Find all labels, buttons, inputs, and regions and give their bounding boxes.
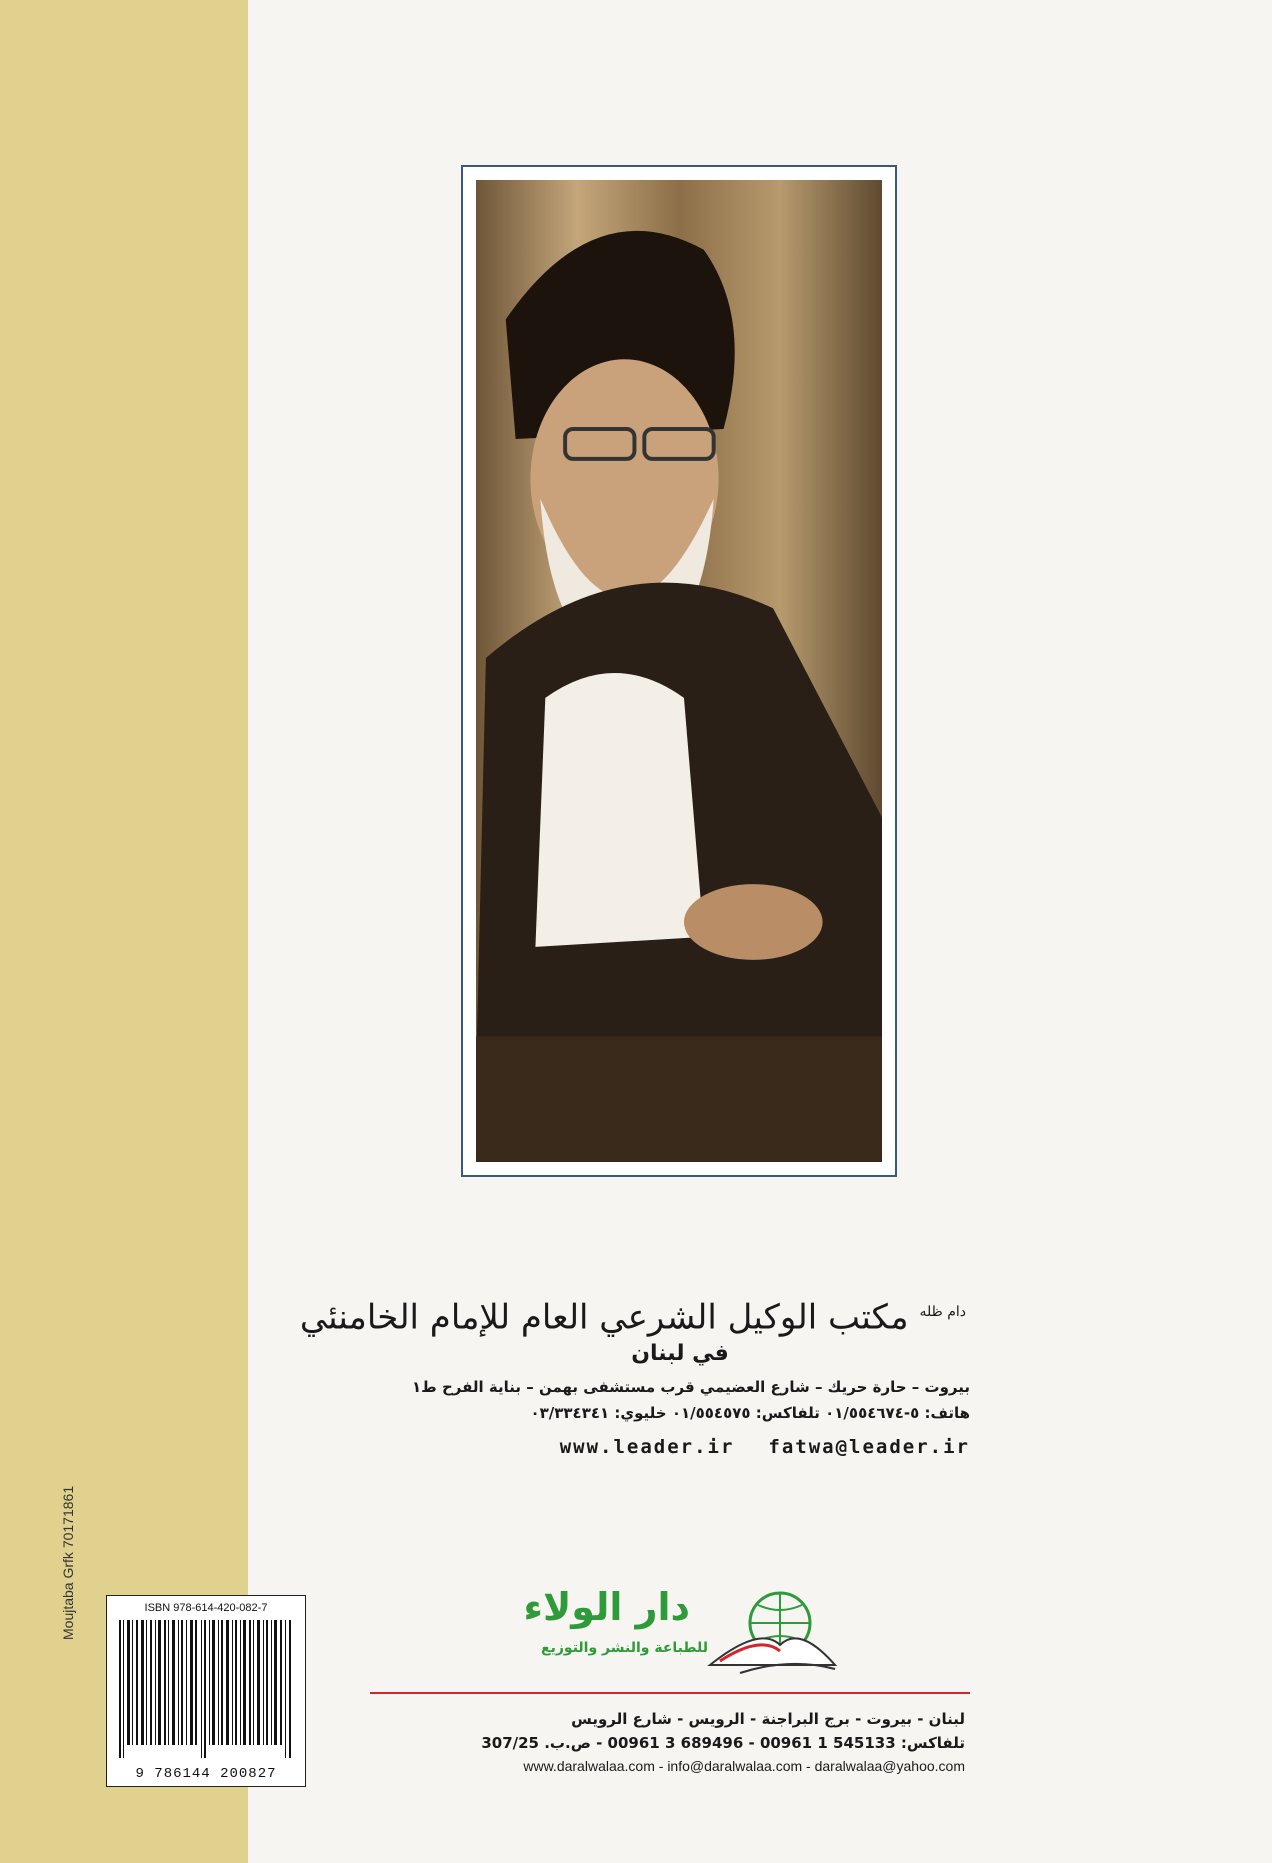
portrait-frame (461, 165, 897, 1177)
office-phones: هاتف: ٥-٠١/٥٥٤٦٧٤ تلفاكس: ٠١/٥٥٤٥٧٥ خليوي: ٠٣/٣٣٤٣٤١ (530, 1404, 970, 1423)
office-email-link[interactable]: fatwa@leader.ir (768, 1436, 970, 1459)
honorific: دام ظله (919, 1304, 966, 1320)
office-title-text: مكتب الوكيل الشرعي العام للإمام الخامنئي (299, 1297, 909, 1338)
publisher-name: دار الولاء (523, 1585, 690, 1629)
publisher-rule (370, 1692, 970, 1694)
publisher-tagline: للطباعة والنشر والتوزيع (541, 1640, 708, 1656)
isbn-text: ISBN 978-614-420-082-7 (144, 1602, 268, 1614)
publisher-contact: تلفاكس: 545133 1 00961 - 689496 3 00961 - ص.ب. 307/25 (481, 1734, 965, 1752)
barcode-digits: 9 786144 200827 (135, 1766, 277, 1782)
printer-code: Moujtaba Grfk 70171861 (60, 1485, 76, 1640)
publisher-address: لبنان - بيروت - برج البراجنة - الرويس - شارع الرويس (571, 1710, 965, 1728)
office-info (299, 1290, 970, 1459)
office-title (299, 1290, 970, 1339)
office-web-line (390, 1436, 970, 1458)
office-website-link[interactable]: www.leader.ir (559, 1436, 735, 1459)
spine-band (0, 0, 248, 1863)
office-subtitle: في لبنان (631, 1341, 729, 1367)
barcode-box (106, 1595, 306, 1787)
publisher-logo (520, 1585, 840, 1685)
publisher-info (390, 1707, 965, 1777)
portrait-photo (476, 180, 882, 1162)
office-address: بيروت – حارة حريك – شارع العضيمي قرب مستشفى بهمن – بناية الفرح ط١ (412, 1378, 970, 1397)
globe-book-icon (700, 1585, 840, 1685)
barcode-bars (117, 1620, 295, 1758)
publisher-web[interactable]: www.daralwalaa.com - info@daralwalaa.com - daralwalaa@yahoo.com (523, 1758, 965, 1774)
